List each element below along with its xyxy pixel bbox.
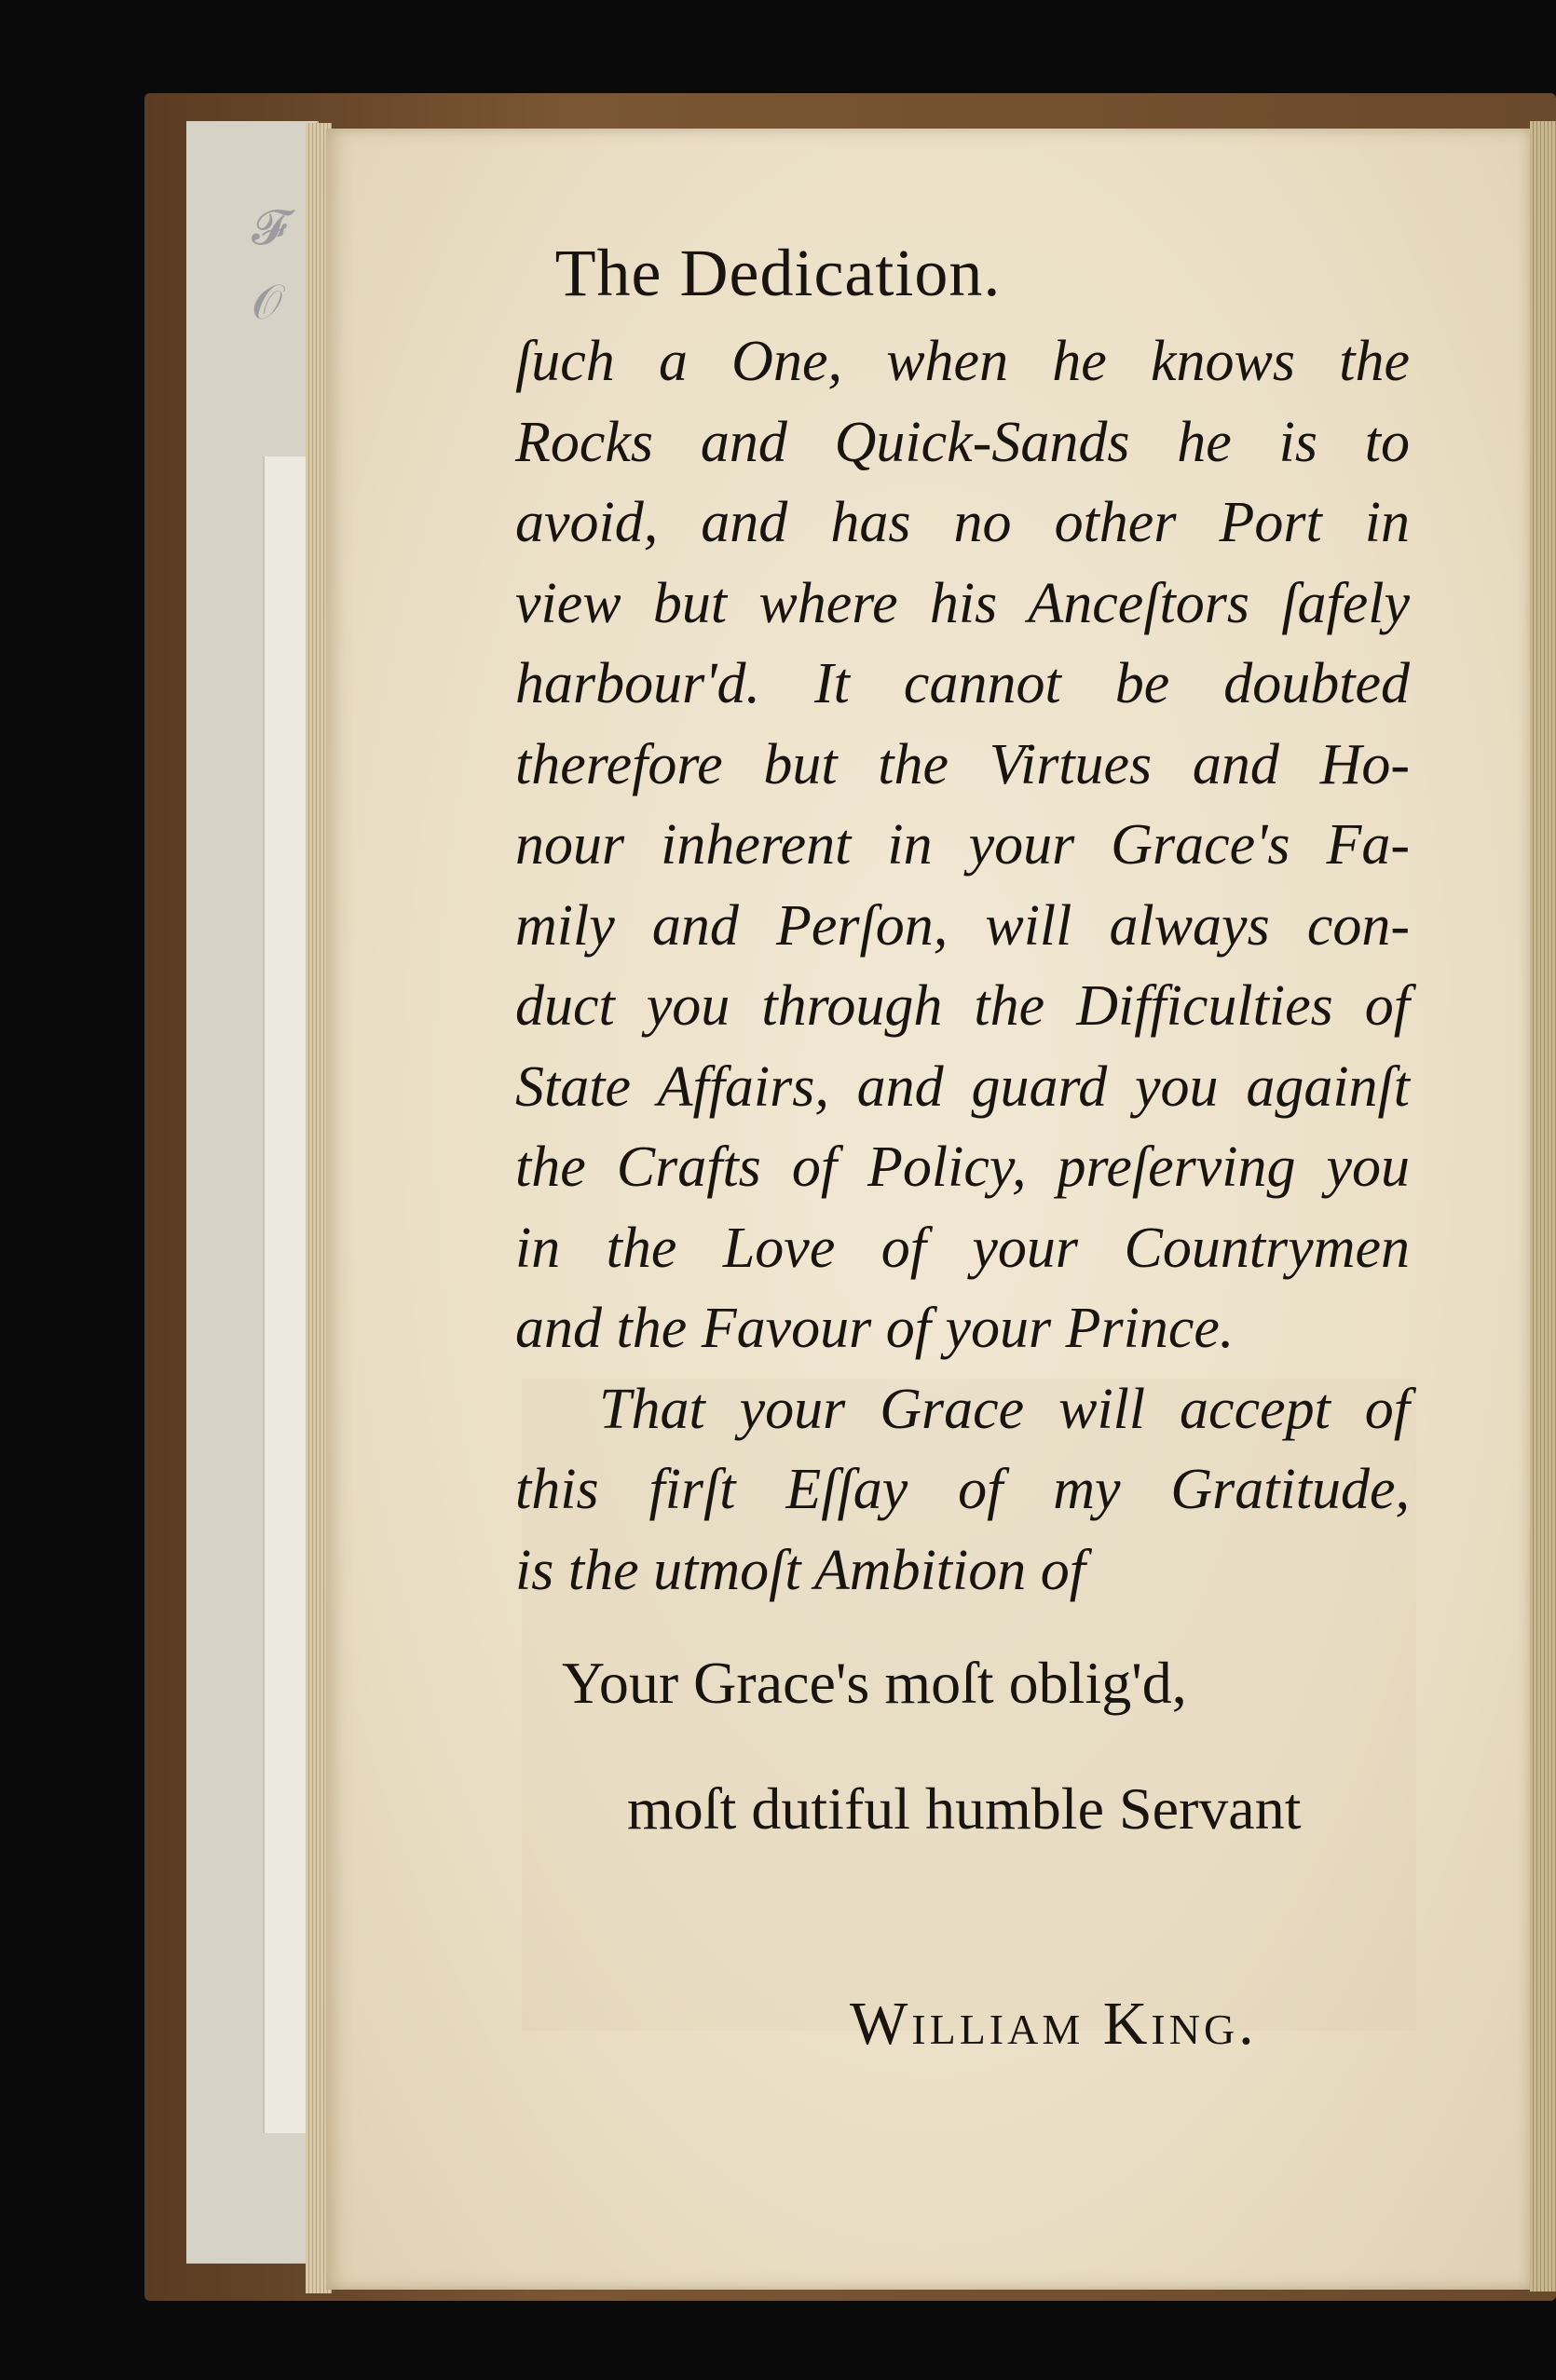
body-line: in the Love of your Countrymen	[515, 1216, 1410, 1280]
body-line: the Crafts of Policy, preſerving you	[515, 1136, 1410, 1199]
pencil-annotation: 𝓕 𝒪	[252, 200, 288, 331]
body-line: Rocks and Quick-Sands he is to	[515, 410, 1410, 474]
page-edges-right	[1530, 121, 1556, 2292]
body-line: this firſt Eſſay of my Gratitude,	[515, 1458, 1410, 1521]
body-line: ſuch a One, when he knows the	[515, 330, 1410, 393]
body-line: is the utmoſt Ambition of	[515, 1538, 1085, 1602]
body-line: harbour'd. It cannot be doubted	[515, 652, 1410, 715]
body-line: avoid, and has no other Port in	[515, 491, 1410, 554]
body-line: mily and Perſon, will always con-	[515, 893, 1410, 958]
closing-line-2: moſt dutiful humble Servant	[627, 1775, 1302, 1842]
body-line: duct you through the Difficulties of	[515, 974, 1410, 1038]
body-line: and the Favour of your Prince.	[515, 1297, 1235, 1360]
page-header: The Dedication.	[554, 236, 1002, 310]
body-line: view but where his Anceſtors ſafely	[515, 571, 1410, 635]
signature: William King.	[850, 1990, 1258, 2058]
closing-line-1: Your Grace's moſt oblig'd,	[562, 1650, 1187, 1716]
endpaper-strip	[263, 456, 309, 2133]
body-line: nour inherent in your Grace's Fa-	[515, 813, 1410, 877]
body-line: State Affairs, and guard you againſt	[515, 1054, 1410, 1119]
body-line: therefore but the Virtues and Ho-	[515, 732, 1410, 796]
body-line: That your Grace will accept of	[599, 1377, 1410, 1441]
dedication-body	[515, 321, 1410, 1611]
